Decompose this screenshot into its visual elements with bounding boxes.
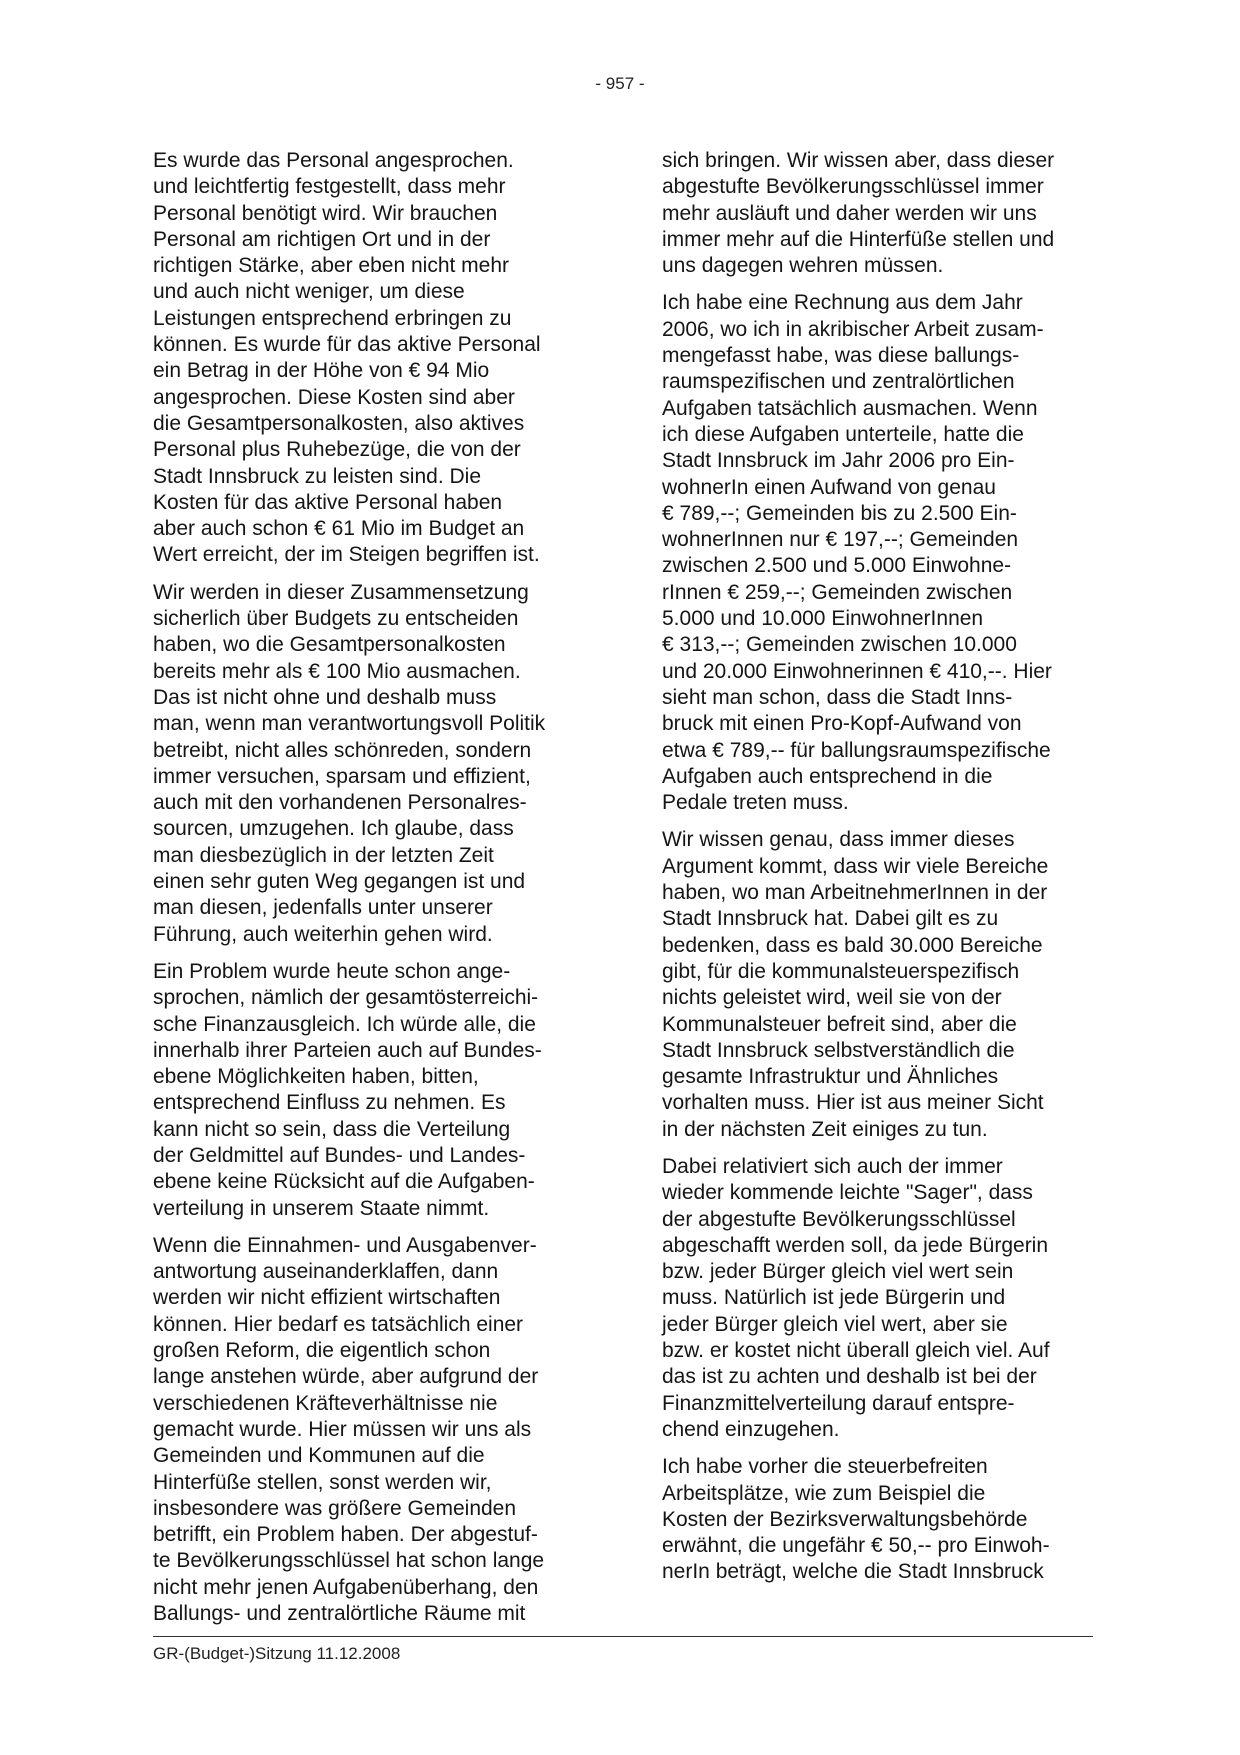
paragraph: Wir wissen genau, dass immer dieses Argument kommt, dass wir viele Bereiche haben, wo man ArbeitnehmerInnen in der Stadt Innsbruck hat. Dabei gilt es zu bedenken, dass es bald 30.000 Bereiche gibt, für die kommunalsteuerspezifisch nichts geleistet wird, weil sie von der Kommunalsteuer befreit sind, aber die Stadt Innsbruck selbstverständlich die gesamte Infrastruktur und Ähnliches vorhalten muss. Hier ist aus meiner Sicht in der nächsten Zeit einiges zu tun. [662,828,1049,1141]
paragraph: Es wurde das Personal angesprochen. und leichtfertig festgestellt, dass mehr Personal benötigt wird. Wir brauchen Personal am richtigen Ort und in der richtigen Stärke, aber eben nicht mehr und auch nicht weniger, um diese Leistungen entsprechend erbringen zu können. Es wurde für das aktive Personal ein Betrag in der Höhe von € 94 Mio angesprochen. Diese Kosten sind aber die Gesamtpersonalkosten, also aktives Personal plus Ruhebezüge, die von der Stadt Innsbruck zu leisten sind. Die Kosten für das aktive Personal haben aber auch schon € 61 Mio im Budget an Wert erreicht, der im Steigen begriffen ist. [153,149,541,567]
footer-text: GR-(Budget-)Sitzung 11.12.2008 [153,1644,401,1663]
paragraph: sich bringen. Wir wissen aber, dass dieser abgestufte Bevölkerungsschlüssel immer mehr ausläuft und daher werden wir uns immer mehr auf die Hinterfüße stellen und uns dagegen wehren müssen. [662,149,1055,278]
paragraph: Wir werden in dieser Zusammensetzung sicherlich über Budgets zu entscheiden haben, wo die Gesamtpersonalkosten bereits mehr als € 100 Mio ausmachen. Das ist nicht ohne und deshalb muss man, wenn man verantwortungsvoll Politik betreibt, nicht alles schönreden, sondern immer versuchen, sparsam und effizient, auch mit den vorhandenen Personalres- sourcen, umzugehen. Ich glaube, dass man diesbezüglich in der letzten Zeit einen sehr guten Weg gegangen ist und man diesen, jedenfalls unter unserer Führung, auch weiterhin gehen wird. [153,580,546,946]
paragraph: Dabei relativiert sich auch der immer wieder kommende leichte "Sager", dass der abgestufte Bevölkerungsschlüssel abgeschafft werden soll, da jede Bürgerin bzw. jeder Bürger gleich viel wert sein muss. Natürlich ist jede Bürgerin und jeder Bürger gleich viel wert, aber sie bzw. er kostet nicht überall gleich viel. Auf das ist zu achten und deshalb ist bei der Finanzmittelverteilung darauf entspre- chend einzugehen. [662,1154,1050,1441]
paragraph: Ein Problem wurde heute schon ange- sprochen, nämlich der gesamtösterreichi- sche Finanzausgleich. Ich würde alle, die innerhalb ihrer Parteien auch auf Bundes- ebene Möglichkeiten haben, bitten, entsprechend Einfluss zu nehmen. Es kann nicht so sein, dass die Verteilung der Geldmittel auf Bundes- und Landes- ebene keine Rücksicht auf die Aufgaben- verteilung in unserem Staate nimmt. [153,959,542,1220]
footer-divider [153,1636,1093,1637]
right-column [662,148,1092,1597]
paragraph: Ich habe vorher die steuerbefreiten Arbeitsplätze, wie zum Beispiel die Kosten der Bezirksverwaltungsbehörde erwähnt, die ungefähr € 50,-- pro Einwoh- nerIn beträgt, welche die Stadt Innsbruck [662,1455,1050,1584]
page-number: - 957 - [595,74,645,93]
left-column [153,148,583,1638]
paragraph: Ich habe eine Rechnung aus dem Jahr 2006, wo ich in akribischer Arbeit zusam- mengefasst habe, was diese ballungs- raumspezifischen und zentralörtlichen Aufgaben tatsächlich ausmachen. Wenn ich diese Aufgaben unterteile, hatte die Stadt Innsbruck im Jahr 2006 pro Ein- wohnerIn einen Aufwand von genau € 789,--; Gemeinden bis zu 2.500 Ein- wohnerInnen nur € 197,--; Gemeinden zwischen 2.500 und 5.000 Einwohne- rInnen € 259,--; Gemeinden zwischen 5.000 und 10.000 EinwohnerInnen € 313,--; Gemeinden zwischen 10.000 und 20.000 Einwohnerinnen € 410,--. Hier sieht man schon, dass die Stadt Inns- bruck mit einen Pro-Kopf-Aufwand von etwa € 789,-- für ballungsraumspezifische Aufgaben auch entsprechend in die Pedale treten muss. [662,291,1052,815]
paragraph: Wenn die Einnahmen- und Ausgabenver- antwortung auseinanderklaffen, dann werden wir nicht effizient wirtschaften können. Hier bedarf es tatsächlich einer großen Reform, die eigentlich schon lange anstehen würde, aber aufgrund der verschiedenen Kräfteverhältnisse nie gemacht wurde. Hier müssen wir uns als Gemeinden und Kommunen auf die Hinterfüße stellen, sonst werden wir, insbesondere was größere Gemeinden betrifft, ein Problem haben. Der abgestuf- te Bevölkerungsschlüssel hat schon lange nicht mehr jenen Aufgabenüberhang, den Ballungs- und zentralörtliche Räume mit [153,1233,545,1626]
